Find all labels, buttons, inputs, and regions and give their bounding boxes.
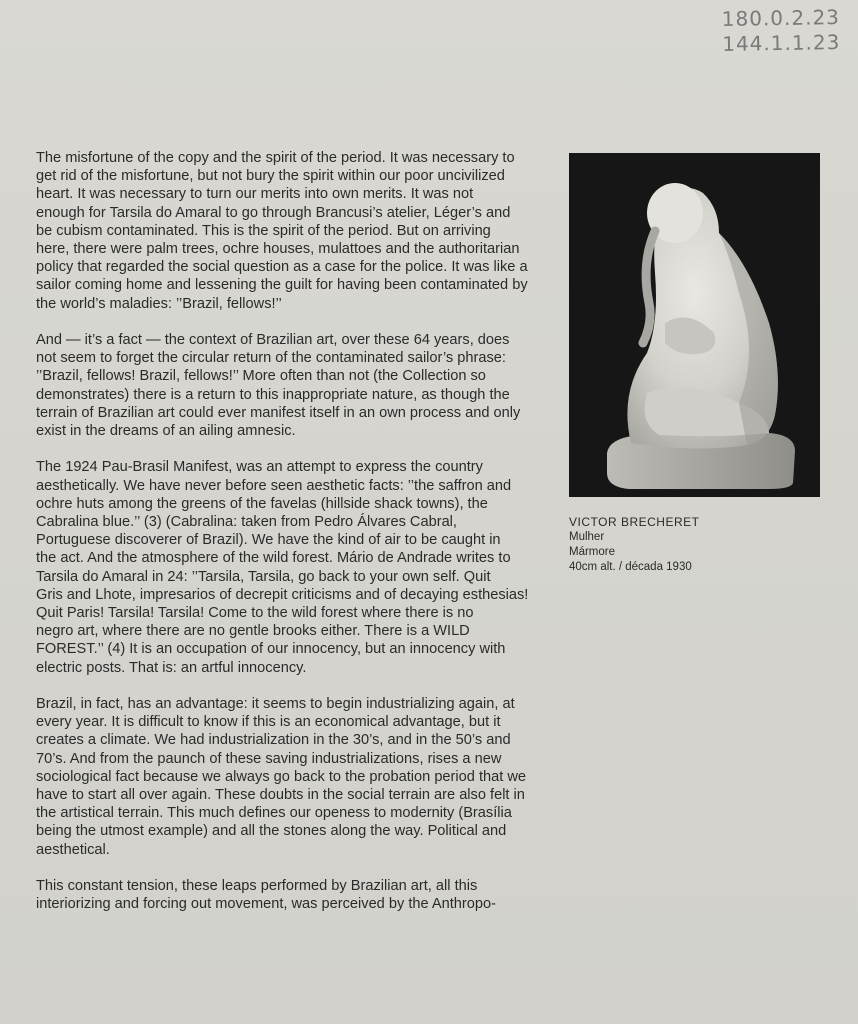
paragraph-3: The 1924 Pau-Brasil Manifest, was an attempt to express the country aesthetically. We have never before seen aesthetic facts: ’’the saffron and ochre huts among the greens of the favelas (hillside shack towns), the Cabralina blue.’’ (3) (Cabralina: taken from Pedro Álvares Cabral, Portuguese discoverer of Brazil). We have the kind of air to be caught in the act. And the atmosphere of the wild forest. Mário de Andrade writes to Tarsila do Amaral in 24: ’’Tarsila, Tarsila, go back to your own self. Quit Gris and Lhote, impresarios of decrepit criticisms and of decaying esthesias! Quit Paris! Tarsila! Tarsila! Come to the wild forest where there is no negro art, where there are no gentle brooks either. There is a WILD FOREST.’’ (4) It is an occupation of our innocency, but an innocency with electric posts. That is: an artful innocency.: [36, 459, 529, 676]
paragraph-5: This constant tension, these leaps performed by Brazilian art, all this interiorizing and forcing out movement, was perceived by the Anthropo-: [36, 878, 496, 913]
paragraph-4: Brazil, in fact, has an advantage: it seems to begin industrializing again, at every year. It is difficult to know if this is an economical advantage, but it creates a climate. We had industrialization in the 30’s, and in the 50’s and 70’s. And from the paunch of these saving industrializations, rises a new sociological fact because we always go back to the probation period that we have to start all over again. These doubts in the social terrain are also felt in the artistical terrain. This much defines our openess to modernity (Brasília being the utmost example) and all the stones along the way. Political and aesthetical.: [36, 696, 526, 858]
inventory-number-1: 180.0.2.23: [721, 4, 840, 32]
marble-sculpture-image: [569, 153, 820, 497]
sculpture-photograph: [569, 153, 820, 497]
paragraph-2: And — it’s a fact — the context of Brazilian art, over these 64 years, does not seem to forget the circular return of the contaminated sailor’s phrase: ’’Brazil, fellows! Brazil, fellows!’’ More often than not (the Collection so demonstrates) there is a return to this inappropriate nature, as though the terrain of Brazilian art could ever manifest itself in an own process and only exist in the dreams of an ailing amnesic.: [36, 332, 521, 440]
handwritten-inventory-numbers: [721, 5, 840, 57]
paragraph-1: The misfortune of the copy and the spirit of the period. It was necessary to get rid of the misfortune, but not bury the spirit within our poor uncivilized heart. It was necessary to turn our merits into own merits. It was not enough for Tarsila do Amaral to go through Brancusi’s atelier, Léger’s and be cubism contaminated. This is the spirit of the period. But on arriving here, there were palm trees, ochre houses, mulattoes and the authoritarian policy that regarded the social question as a case for the police. It was like a sailor coming home and lessening the guilt for having been contaminated by the world’s maladies: ’’Brazil, fellows!’’: [36, 150, 528, 312]
artist-name: VICTOR BRECHERET: [569, 515, 700, 529]
artwork-details: 40cm alt. / década 1930: [569, 561, 692, 573]
article-body: [36, 149, 556, 932]
inventory-number-2: 144.1.1.23: [721, 29, 841, 57]
artwork-material: Mármore: [569, 546, 616, 558]
artwork-title: Mulher: [569, 531, 605, 543]
artwork-caption: [569, 515, 699, 575]
